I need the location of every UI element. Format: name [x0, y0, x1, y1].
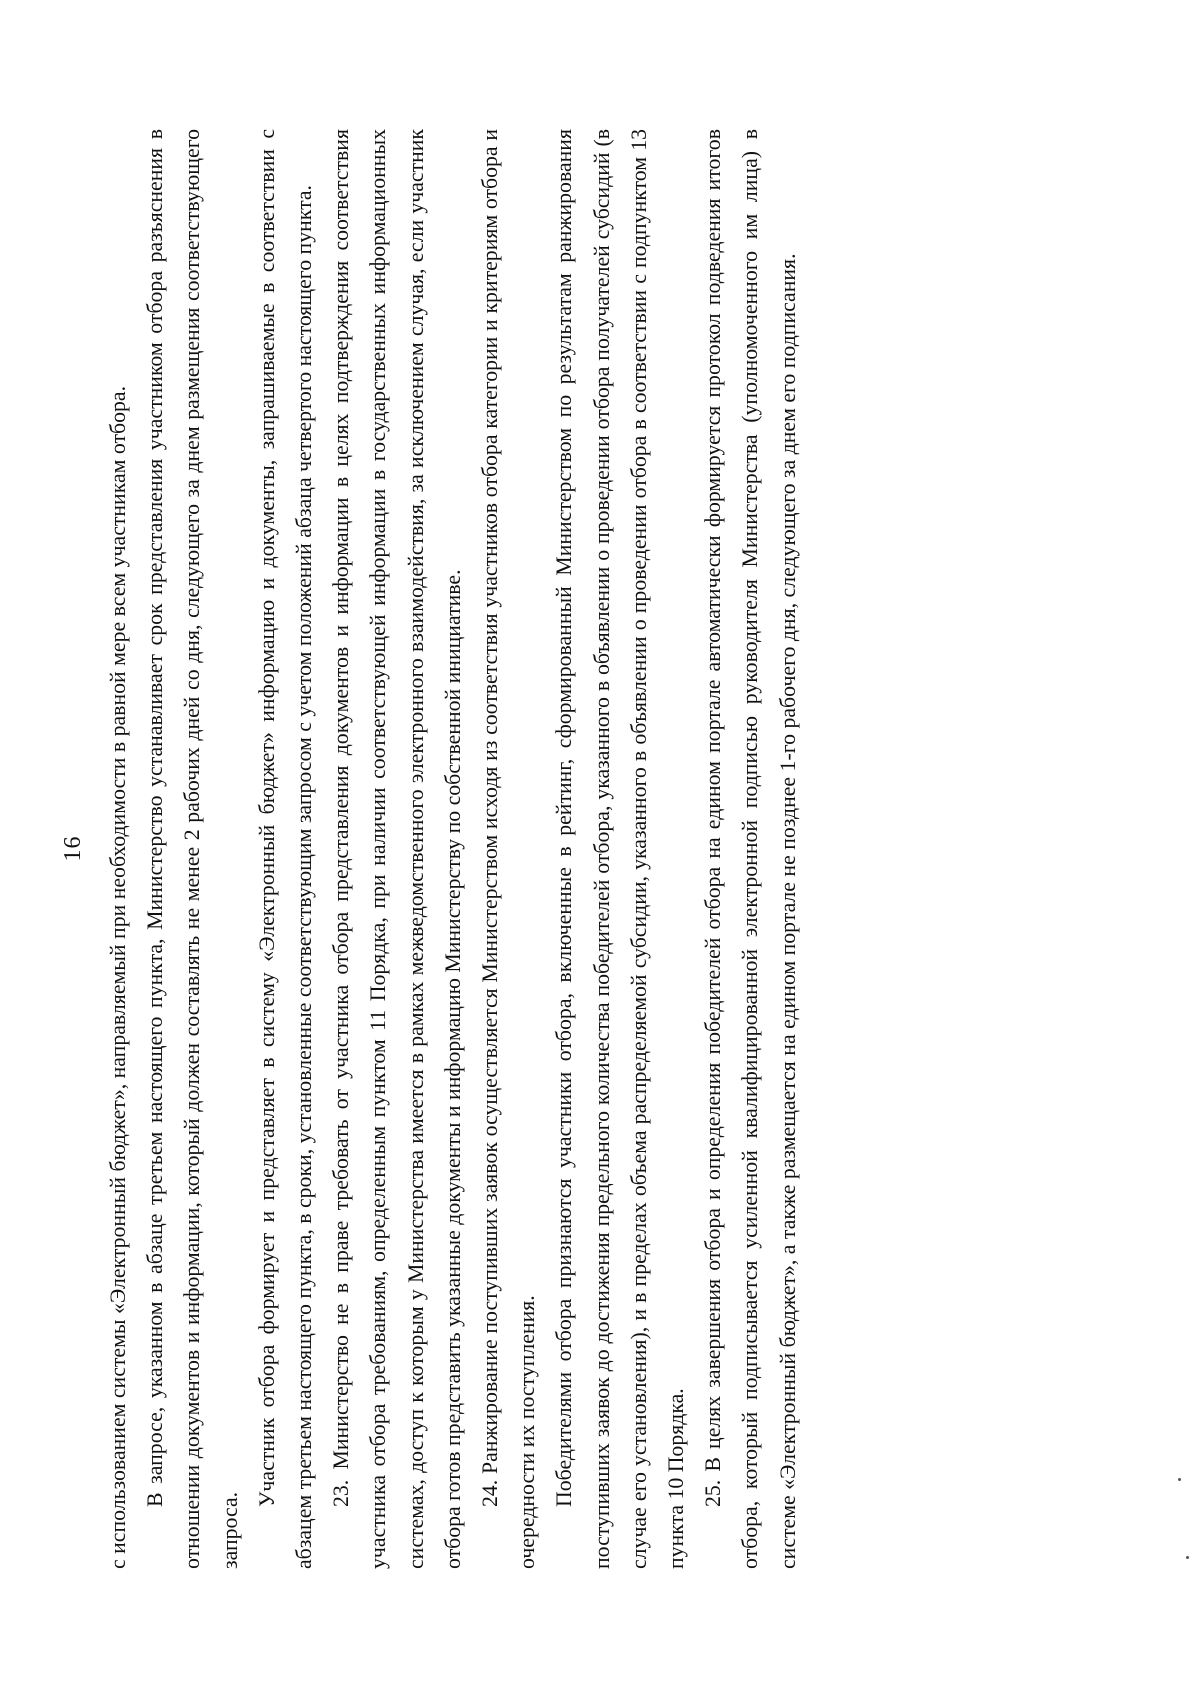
scan-speck [1186, 1556, 1189, 1559]
paragraph-request-deadline: В запросе, указанном в абзаце третьем настоящего пункта, Министерство устанавливает срок представления участником отбора разъяснения в отношении документов и информации, который должен составлять не менее 2 рабочих дней со дня, следующего за днем размещения соответствующего запроса. [143, 129, 242, 1569]
paragraph-item-25: 25. В целях завершения отбора и определения победителей отбора на едином портале автоматически формируется протокол подведения итогов отбора, который подписывается усиленной квалифицированной электронной подписью руководителя Министерства (уполномоченного им лица) в системе «Электронный бюджет», а также размещается на едином портале не позднее 1-го рабочего дня, следующего за днем его подписания. [701, 129, 800, 1569]
page-number: 16 [60, 835, 86, 862]
paragraph-participant-submission: Участник отбора формирует и представляет в систему «Электронный бюджет» информацию и документы, запрашиваемые в соответствии с абзацем третьем настоящего пункта, в сроки, установленные соответствующим запросом с учетом положений абзаца четвертого настоящего пункта. [254, 129, 317, 1569]
scan-speck [1178, 1478, 1181, 1481]
paragraph-continuation: с использованием системы «Электронный бюджет», направляемый при необходимости в равной мере всем участникам отбора. [106, 385, 130, 1569]
paragraph-item-23: 23. Министерство не в праве требовать от участника отбора представления документов и информации в целях подтверждения соответствия участника отбора требованиям, определенным пунктом 11 Порядка, при наличии соответствующей информации в государственных информационных системах, доступ к которым у Министерства имеется в рамках межведомственного электронного взаимодействия, за исключением случая, если участник отбора готов представить указанные документы и информацию Министерству по собственной инициативе. [329, 129, 465, 1569]
paragraph-winners: Победителями отбора признаются участники отбора, включенные в рейтинг, сформированный Министерством по результатам ранжирования поступивших заявок до достижения предельного количества победителей отбора, указанного в объявлении о проведении отбора получателей субсидий (в случае его установления), и в пределах объема распределяемой субсидии, указанного в объявлении о проведении отбора в соответствии с подпунктом 13 пункта 10 Порядка. [552, 129, 689, 1569]
paragraph-item-24: 24. Ранжирование поступивших заявок осуществляется Министерством исходя из соответствия участников отбора категории и критериям отбора и очередности их поступления. [478, 129, 540, 1569]
document-body [100, 129, 807, 1569]
